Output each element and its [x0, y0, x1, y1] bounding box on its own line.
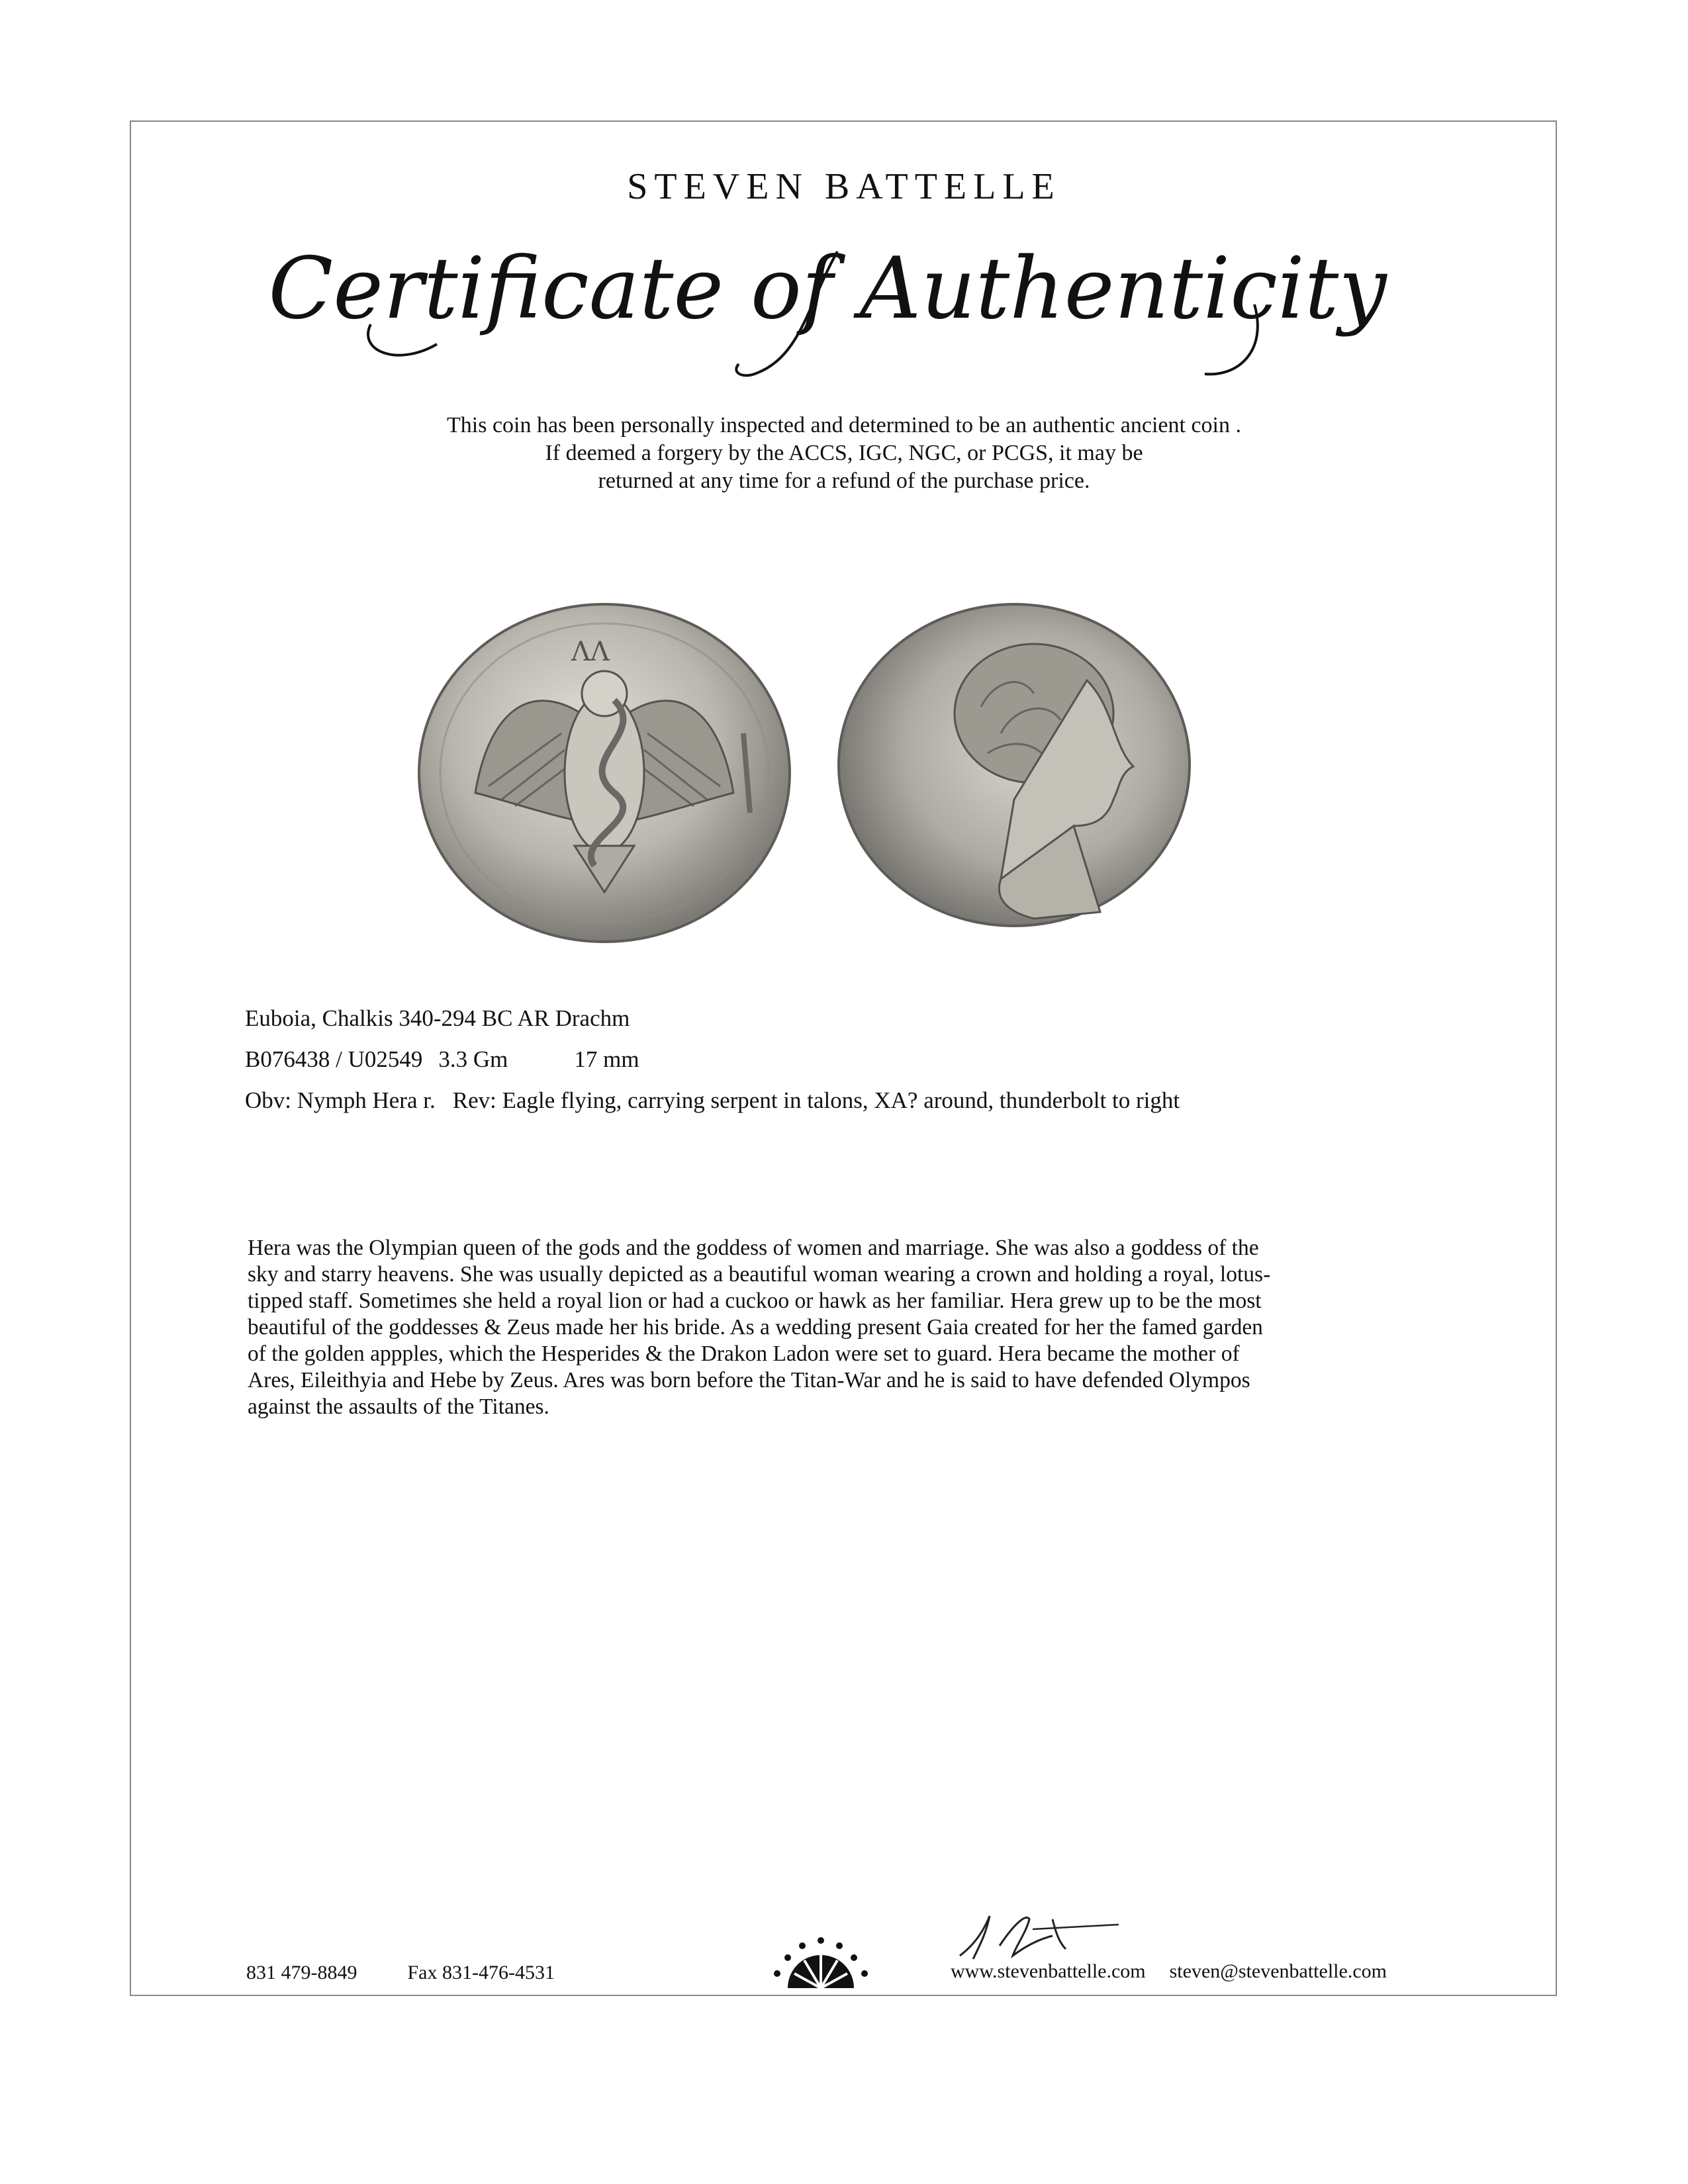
- statement-line-1: This coin has been personally inspected and determined to be an authentic ancient coin .: [447, 413, 1241, 437]
- coin-weight: 3.3 Gm: [438, 1046, 508, 1072]
- coin-diameter: 17 mm: [574, 1046, 639, 1072]
- svg-text:ΛΛ: ΛΛ: [571, 637, 610, 667]
- sunburst-logo-icon: [768, 1935, 874, 1995]
- statement-line-2: If deemed a forgery by the ACCS, IGC, NGC, or PCGS, it may be: [545, 441, 1143, 465]
- description-line: Ares, Eileithyia and Hebe by Zeus. Ares was born before the Titan-War and he is said to have defended Olympos: [248, 1368, 1250, 1392]
- historical-description: [248, 1235, 1386, 1420]
- footer-contact-web: [951, 1960, 1387, 1983]
- email-link[interactable]: steven@stevenbattelle.com: [1169, 1960, 1387, 1982]
- coin-reverse-description: Rev: Eagle flying, carrying serpent in talons, XA? around, thunderbolt to right: [452, 1087, 1180, 1113]
- description-line: sky and starry heavens. She was usually depicted as a beautiful woman wearing a crown and holding a royal, lotus-: [248, 1262, 1271, 1287]
- coin-details: [245, 998, 1180, 1121]
- description-line: of the golden appples, which the Hesperides & the Drakon Ladon were set to guard. Hera became the mother of: [248, 1342, 1240, 1366]
- signature-image: [953, 1906, 1125, 1966]
- coin-legend-row: [245, 1080, 1180, 1121]
- certificate-title-text: Certificate of Authenticity: [268, 240, 1387, 338]
- coin-obverse-description: Obv: Nymph Hera r.: [245, 1087, 436, 1113]
- statement-line-3: returned at any time for a refund of the purchase price.: [598, 469, 1090, 493]
- footer-contact-phone: [246, 1962, 555, 1984]
- authenticity-statement: [0, 412, 1688, 495]
- fax-number: Fax 831-476-4531: [407, 1962, 555, 1983]
- website-link[interactable]: www.stevenbattelle.com: [951, 1960, 1146, 1982]
- coin-name: Euboia, Chalkis 340-294 BC AR Drachm: [245, 1005, 630, 1031]
- coin-obverse-hera-image: [835, 601, 1193, 932]
- description-line: Hera was the Olympian queen of the gods and the goddess of women and marriage. She was also a goddess of the: [248, 1236, 1259, 1260]
- coin-reverse-eagle-image: [416, 601, 793, 945]
- coin-specs-row: [245, 1039, 1180, 1080]
- description-line: against the assaults of the Titanes.: [248, 1394, 549, 1419]
- description-line: beautiful of the goddesses & Zeus made her his bride. As a wedding present Gaia created for her the famed garden: [248, 1315, 1263, 1340]
- certificate-title: [268, 225, 1387, 397]
- phone-number: 831 479-8849: [246, 1962, 357, 1983]
- description-line: tipped staff. Sometimes she held a royal lion or had a cuckoo or hawk as her familiar. Hera grew up to be the most: [248, 1289, 1262, 1313]
- coin-inventory-number: B076438 / U02549: [245, 1046, 423, 1072]
- brand-name: STEVEN BATTELLE: [627, 166, 1061, 207]
